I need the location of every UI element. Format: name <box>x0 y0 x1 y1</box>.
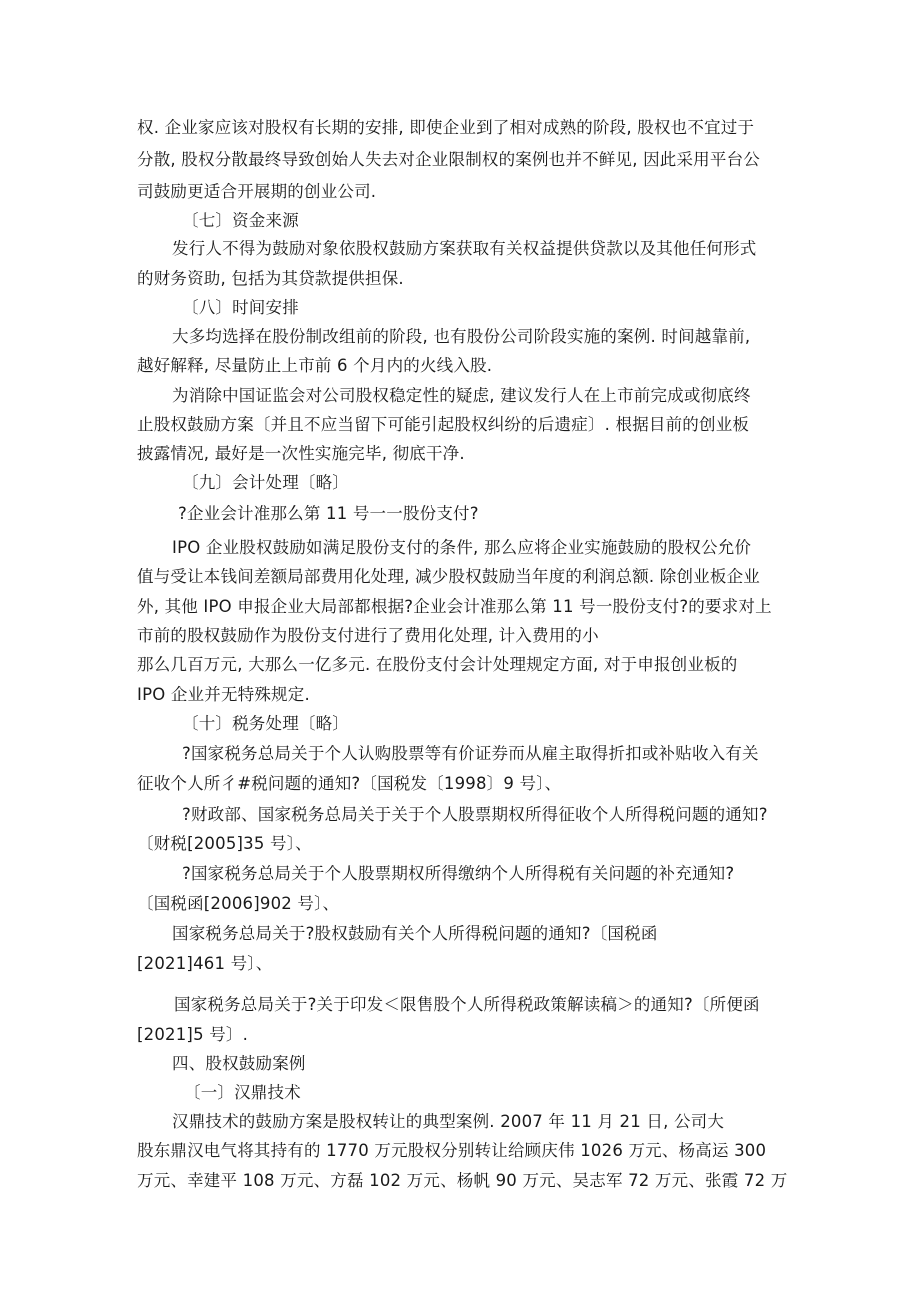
section-heading: 〔九〕会计处理〔略〕 <box>182 473 349 492</box>
section-heading: 〔七〕资金来源 <box>182 211 299 230</box>
text-line: 〔财税[2005]35 号〕、 <box>137 834 312 853</box>
text-line: 国家税务总局关于?关于印发＜限售股个人所得税政策解读稿＞的通知?〔所便函 <box>174 995 760 1014</box>
text-line: 披露情况, 最好是一次性实施完毕, 彻底干净. <box>137 444 465 463</box>
text-line: [2021]461 号〕、 <box>137 954 273 973</box>
text-line: 〔国税函[2006]902 号〕、 <box>137 894 340 913</box>
text-line: 分散, 股权分散最终导致创始人失去对企业限制权的案例也并不鲜见, 因此采用平台公 <box>137 150 760 169</box>
section-heading: 〔十〕税务处理〔略〕 <box>182 714 349 733</box>
text-line: 权. 企业家应该对股权有长期的安排, 即使企业到了相对成熟的阶段, 股权也不宜过于 <box>137 118 755 137</box>
text-line: 大多均选择在股份制改组前的阶段, 也有股份公司阶段实施的案例. 时间越靠前, <box>172 327 751 346</box>
text-line: 股东鼎汉电气将其持有的 1770 万元股权分别转让给顾庆伟 1026 万元、杨高运 300 <box>137 1141 767 1160</box>
text-line: ?国家税务总局关于个人股票期权所得缴纳个人所得税有关问题的补充通知? <box>182 864 735 883</box>
text-line: ?财政部、国家税务总局关于关于个人股票期权所得征收个人所得税问题的通知? <box>182 805 768 824</box>
text-line: 为消除中国证监会对公司股权稳定性的疑虑, 建议发行人在上市前完成或彻底终 <box>172 386 751 405</box>
text-line: 汉鼎技术的鼓励方案是股权转让的典型案例. 2007 年 11 月 21 日, 公司大 <box>172 1112 725 1131</box>
section-heading: 四、股权鼓励案例 <box>172 1054 306 1073</box>
text-line: 的财务资助, 包括为其贷款提供担保. <box>137 269 404 288</box>
text-line: 司鼓励更适合开展期的创业公司. <box>137 182 377 201</box>
text-line: [2021]5 号〕. <box>137 1025 249 1044</box>
text-line: ?企业会计准那么第 11 号一一股份支付? <box>178 504 479 523</box>
text-line: 征收个人所彳#税问题的通知?〔国税发〔1998〕9 号〕、 <box>137 774 562 793</box>
text-line: 值与受让本钱间差额局部费用化处理, 减少股权鼓励当年度的利润总额. 除创业板企业 <box>137 567 760 586</box>
text-line: 市前的股权鼓励作为股份支付进行了费用化处理, 计入费用的小 <box>137 626 599 645</box>
text-line: ?国家税务总局关于个人认购股票等有价证券而从雇主取得折扣或补贴收入有关 <box>182 744 759 763</box>
section-heading: 〔八〕时间安排 <box>182 298 299 317</box>
text-line: 越好解释, 尽量防止上市前 6 个月内的火线入股. <box>137 356 493 375</box>
text-line: 那么几百万元, 大那么一亿多元. 在股份支付会计处理规定方面, 对于申报创业板的 <box>137 655 738 674</box>
text-line: 万元、幸建平 108 万元、方磊 102 万元、杨帆 90 万元、吴志军 72 万元、张霞 72 万 <box>137 1171 788 1190</box>
section-heading: 〔一〕汉鼎技术 <box>184 1083 301 1102</box>
text-line: 发行人不得为鼓励对象依股权鼓励方案获取有关权益提供贷款以及其他任何形式 <box>172 239 757 258</box>
text-line: IPO 企业股权鼓励如满足股份支付的条件, 那么应将企业实施鼓励的股权公允价 <box>172 538 752 557</box>
text-line: IPO 企业并无特殊规定. <box>137 685 310 704</box>
text-line: 止股权鼓励方案〔并且不应当留下可能引起股权纠纷的后遗症〕. 根据目前的创业板 <box>137 415 750 434</box>
text-line: 外, 其他 IPO 申报企业大局部都根据?企业会计准那么第 11 号一股份支付?的要求对上 <box>137 597 772 616</box>
text-line: 国家税务总局关于?股权鼓励有关个人所得税问题的通知?〔国税函 <box>172 924 658 943</box>
